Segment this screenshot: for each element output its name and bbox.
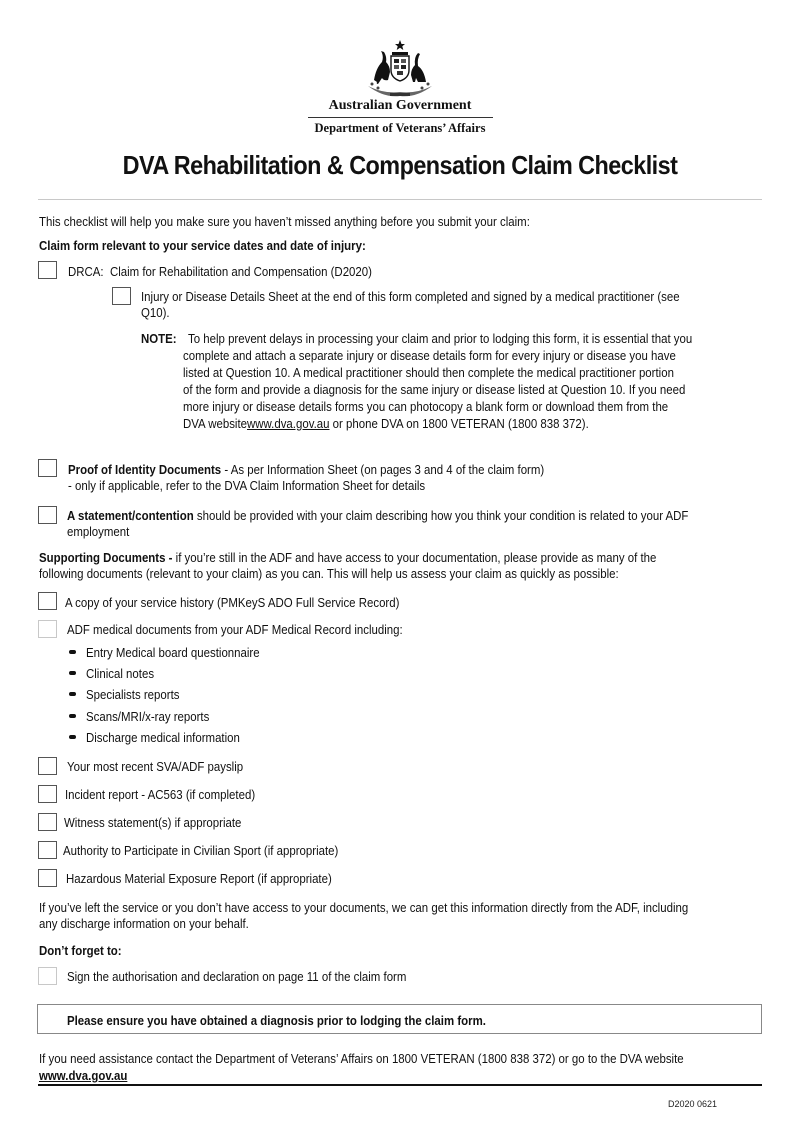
hazardous-material-checkbox[interactable] — [38, 869, 57, 887]
bullet-icon — [69, 692, 76, 696]
incident-report-checkbox[interactable] — [38, 785, 57, 803]
note-line5: more injury or disease details forms you can photocopy a blank form or download them from the — [183, 399, 669, 414]
medical-bullet-3: Specialists reports — [86, 687, 180, 702]
note-website-pre: DVA website — [183, 416, 248, 431]
bullet-icon — [69, 735, 76, 739]
proof-of-identity-label: Proof of Identity Documents — [68, 462, 222, 477]
civilian-sport-label: Authority to Participate in Civilian Sport (if appropriate) — [63, 843, 339, 858]
note-line1: To help prevent delays in processing your claim and prior to lodging this form, it is essential that you — [188, 331, 693, 346]
injury-sheet-line2: Q10). — [141, 305, 170, 320]
coat-of-arms-icon — [360, 38, 440, 100]
civilian-sport-checkbox[interactable] — [38, 841, 57, 859]
witness-statement-checkbox[interactable] — [38, 813, 57, 831]
note-line3: listed at Question 10. A medical practitioner should then complete the medical practitioner portion — [183, 365, 674, 380]
injury-sheet-line1: Injury or Disease Details Sheet at the end of this form completed and signed by a medical practitioner (see — [141, 289, 680, 304]
drca-label: DRCA: — [68, 264, 104, 279]
government-name: Australian Government — [328, 98, 472, 113]
note-label: NOTE: — [141, 331, 177, 346]
header-divider — [308, 117, 493, 118]
statement-label: A statement/contention — [67, 508, 194, 523]
note-line4: of the form and provide a diagnosis for the same injury or disease listed at Question 10. If you need — [183, 382, 686, 397]
hazardous-material-label: Hazardous Material Exposure Report (if appropriate) — [66, 871, 332, 886]
dva-website-link[interactable]: www.dva.gov.au — [247, 416, 330, 431]
medical-bullet-5: Discharge medical information — [86, 730, 240, 745]
statement-line1 — [67, 508, 688, 524]
injury-sheet-checkbox[interactable] — [112, 287, 131, 305]
statement-checkbox[interactable] — [38, 506, 57, 524]
supporting-line2: following documents (relevant to your claim) as you can. This will help us assess your claim as quickly as possible: — [39, 566, 619, 581]
note-website-post: or phone DVA on 1800 VETERAN (1800 838 372). — [332, 416, 589, 431]
department-name: Department of Veterans’ Affairs — [314, 121, 486, 135]
proof-of-identity-line1 — [68, 462, 544, 478]
statement-line2: employment — [67, 524, 130, 539]
payslip-label: Your most recent SVA/ADF payslip — [67, 759, 244, 774]
supporting-text: if you’re still in the ADF and have access to your documentation, please provide as many of the — [172, 550, 657, 565]
left-service-line2: any discharge information on your behalf. — [39, 916, 249, 931]
proof-of-identity-checkbox[interactable] — [38, 459, 57, 477]
supporting-line1 — [39, 550, 656, 566]
service-history-label: A copy of your service history (PMKeyS ADO Full Service Record) — [65, 595, 400, 610]
assistance-text: If you need assistance contact the Department of Veterans’ Affairs on 1800 VETERAN (1800 838 372) or go to the DVA website — [39, 1051, 684, 1066]
statement-text: should be provided with your claim describing how you think your condition is related to your ADF — [193, 508, 689, 523]
drca-text: Claim for Rehabilitation and Compensation (D2020) — [109, 264, 372, 279]
sign-authorisation-checkbox[interactable] — [38, 967, 57, 985]
form-code: D2020 0621 — [668, 1099, 718, 1109]
medical-bullet-4: Scans/MRI/x-ray reports — [86, 709, 210, 724]
dont-forget-heading: Don’t forget to: — [39, 943, 122, 958]
footer-divider — [38, 1084, 762, 1086]
footer-website-link[interactable]: www.dva.gov.au — [39, 1068, 128, 1083]
sign-authorisation-label: Sign the authorisation and declaration on page 11 of the claim form — [67, 969, 407, 984]
page-title: DVA Rehabilitation & Compensation Claim Checklist — [122, 150, 678, 180]
payslip-checkbox[interactable] — [38, 757, 57, 775]
proof-of-identity-text: - As per Information Sheet (on pages 3 and 4 of the claim form) — [221, 462, 545, 477]
medical-bullet-2: Clinical notes — [86, 666, 155, 681]
diagnosis-notice-text: Please ensure you have obtained a diagnosis prior to lodging the claim form. — [67, 1013, 486, 1028]
adf-medical-label: ADF medical documents from your ADF Medical Record including: — [67, 622, 403, 637]
drca-checkbox[interactable] — [38, 261, 57, 279]
intro-text: This checklist will help you make sure you haven’t missed anything before you submit your claim: — [39, 214, 530, 229]
note-line2: complete and attach a separate injury or disease details form for every injury or disease you have — [183, 348, 676, 363]
note-line6 — [183, 416, 589, 432]
title-divider — [38, 199, 762, 200]
claim-form-heading: Claim form relevant to your service dates and date of injury: — [39, 238, 366, 253]
incident-report-label: Incident report - AC563 (if completed) — [65, 787, 256, 802]
service-history-checkbox[interactable] — [38, 592, 57, 610]
proof-of-identity-line2: - only if applicable, refer to the DVA Claim Information Sheet for details — [68, 478, 426, 493]
bullet-icon — [69, 714, 76, 718]
medical-bullet-1: Entry Medical board questionnaire — [86, 645, 260, 660]
bullet-icon — [69, 671, 76, 675]
left-service-line1: If you’ve left the service or you don’t have access to your documents, we can get this information directly from the ADF, including — [39, 900, 689, 915]
drca-item — [68, 264, 372, 280]
supporting-label: Supporting Documents - — [39, 550, 173, 565]
witness-statement-label: Witness statement(s) if appropriate — [64, 815, 242, 830]
bullet-icon — [69, 650, 76, 654]
adf-medical-checkbox[interactable] — [38, 620, 57, 638]
